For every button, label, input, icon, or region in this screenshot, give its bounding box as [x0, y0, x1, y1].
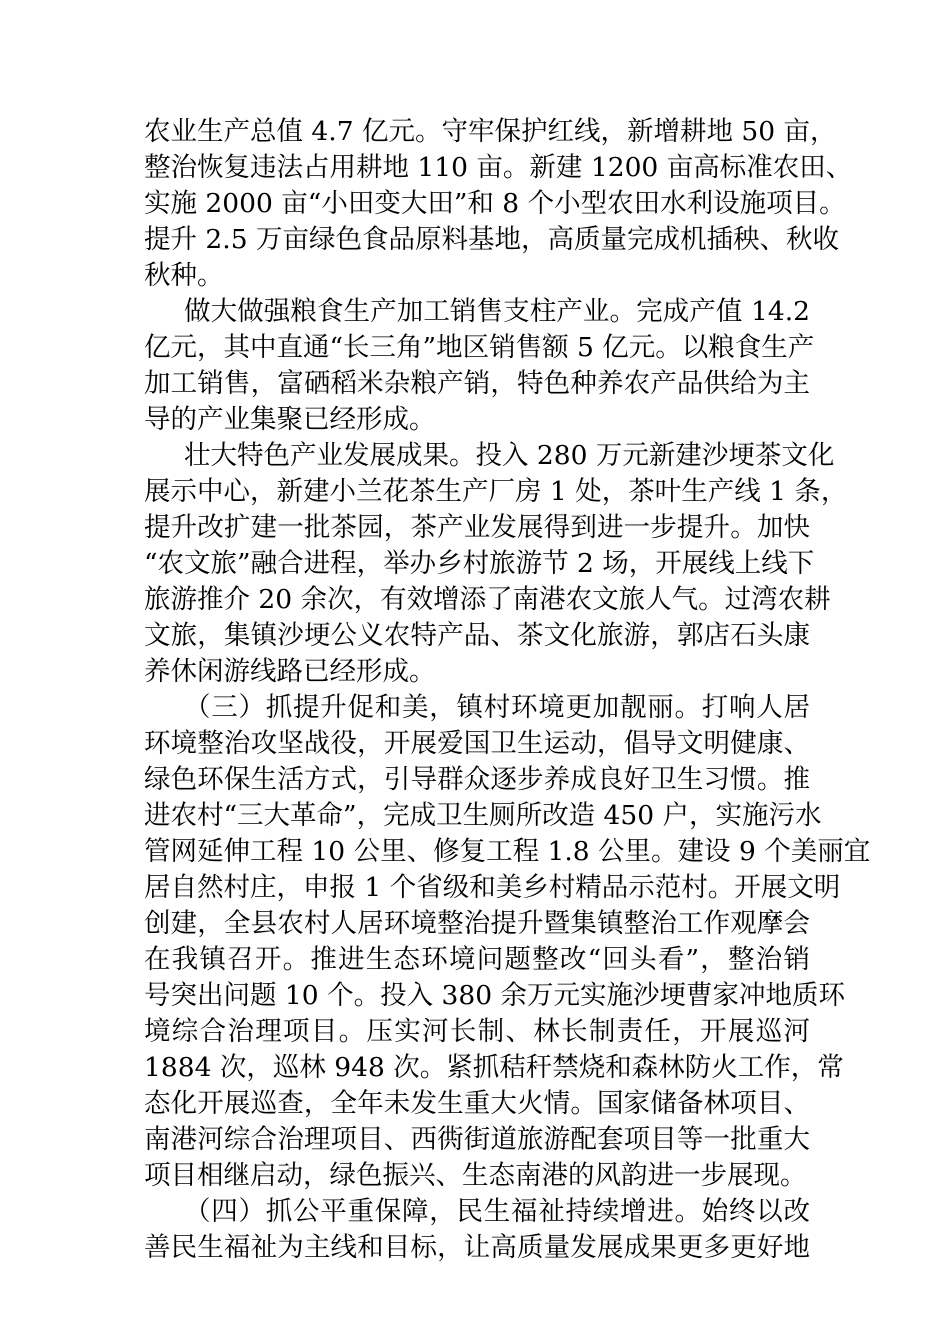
text-line: 亿元，其中直通“长三角”地区销售额 5 亿元。以粮食生产: [144, 332, 815, 363]
text-line: 文旅，集镇沙埂公义农特产品、茶文化旅游，郭店石头康: [144, 620, 810, 651]
text-line: 整治恢复违法占用耕地 110 亩。新建 1200 亩高标准农田、: [144, 152, 853, 183]
text-line: 在我镇召开。推进生态环境问题整改“回头看”，整治销: [144, 944, 810, 975]
text-line: 绿色环保生活方式，引导群众逐步养成良好卫生习惯。推: [144, 764, 810, 795]
text-line: 居自然村庄，申报 1 个省级和美乡村精品示范村。开展文明: [144, 872, 841, 903]
text-line: 展示中心，新建小兰花茶生产厂房 1 处，茶叶生产线 1 条，: [144, 476, 848, 507]
text-line: 养休闲游线路已经形成。: [144, 656, 436, 687]
text-line: 提升 2.5 万亩绿色食品原料基地，高质量完成机插秧、秋收: [144, 224, 839, 255]
text-line: 1884 次，巡林 948 次。紧抓秸秆禁烧和森林防火工作，常: [144, 1052, 844, 1083]
text-line: 实施 2000 亩“小田变大田”和 8 个小型农田水利设施项目。: [144, 188, 846, 219]
text-line: “农文旅”融合进程，举办乡村旅游节 2 场，开展线上线下: [144, 548, 815, 579]
text-line: 提升改扩建一批茶园，茶产业发展得到进一步提升。加快: [144, 512, 810, 543]
text-line: 加工销售，富硒稻米杂粮产销，特色种养农产品供给为主: [144, 368, 810, 399]
text-line: 环境整治攻坚战役，开展爱国卫生运动，倡导文明健康、: [144, 728, 810, 759]
paragraph-first-line: 壮大特色产业发展成果。投入 280 万元新建沙埂茶文化: [184, 440, 835, 471]
text-line: 秋种。: [144, 260, 224, 291]
text-line: 善民生福祉为主线和目标，让高质量发展成果更多更好地: [144, 1232, 810, 1263]
text-line: 态化开展巡查，全年未发生重大火情。国家储备林项目、: [144, 1088, 810, 1119]
text-line: 境综合治理项目。压实河长制、林长制责任，开展巡河: [144, 1016, 810, 1047]
section-heading-line: （三）抓提升促和美，镇村环境更加靓丽。打响人居: [184, 692, 810, 723]
body-text: [144, 114, 871, 1266]
text-line: 旅游推介 20 余次，有效增添了南港农文旅人气。过湾农耕: [144, 584, 831, 615]
paragraph-first-line: 做大做强粮食生产加工销售支柱产业。完成产值 14.2: [184, 296, 810, 327]
text-line: 进农村“三大革命”，完成卫生厕所改造 450 户，实施污水: [144, 800, 822, 831]
section-heading-line: （四）抓公平重保障，民生福祉持续增进。始终以改: [184, 1196, 810, 1227]
text-line: 创建，全县农村人居环境整治提升暨集镇整治工作观摩会: [144, 908, 810, 939]
text-line: 农业生产总值 4.7 亿元。守牢保护红线，新增耕地 50 亩，: [144, 116, 837, 147]
text-line: 管网延伸工程 10 公里、修复工程 1.8 公里。建设 9 个美丽宜: [144, 836, 871, 867]
text-line: 号突出问题 10 个。投入 380 余万元实施沙埂曹家冲地质环: [144, 980, 845, 1011]
text-line: 南港河综合治理项目、西衖街道旅游配套项目等一批重大: [144, 1124, 810, 1155]
text-line: 导的产业集聚已经形成。: [144, 404, 436, 435]
text-line: 项目相继启动，绿色振兴、生态南港的风韵进一步展现。: [144, 1160, 807, 1191]
